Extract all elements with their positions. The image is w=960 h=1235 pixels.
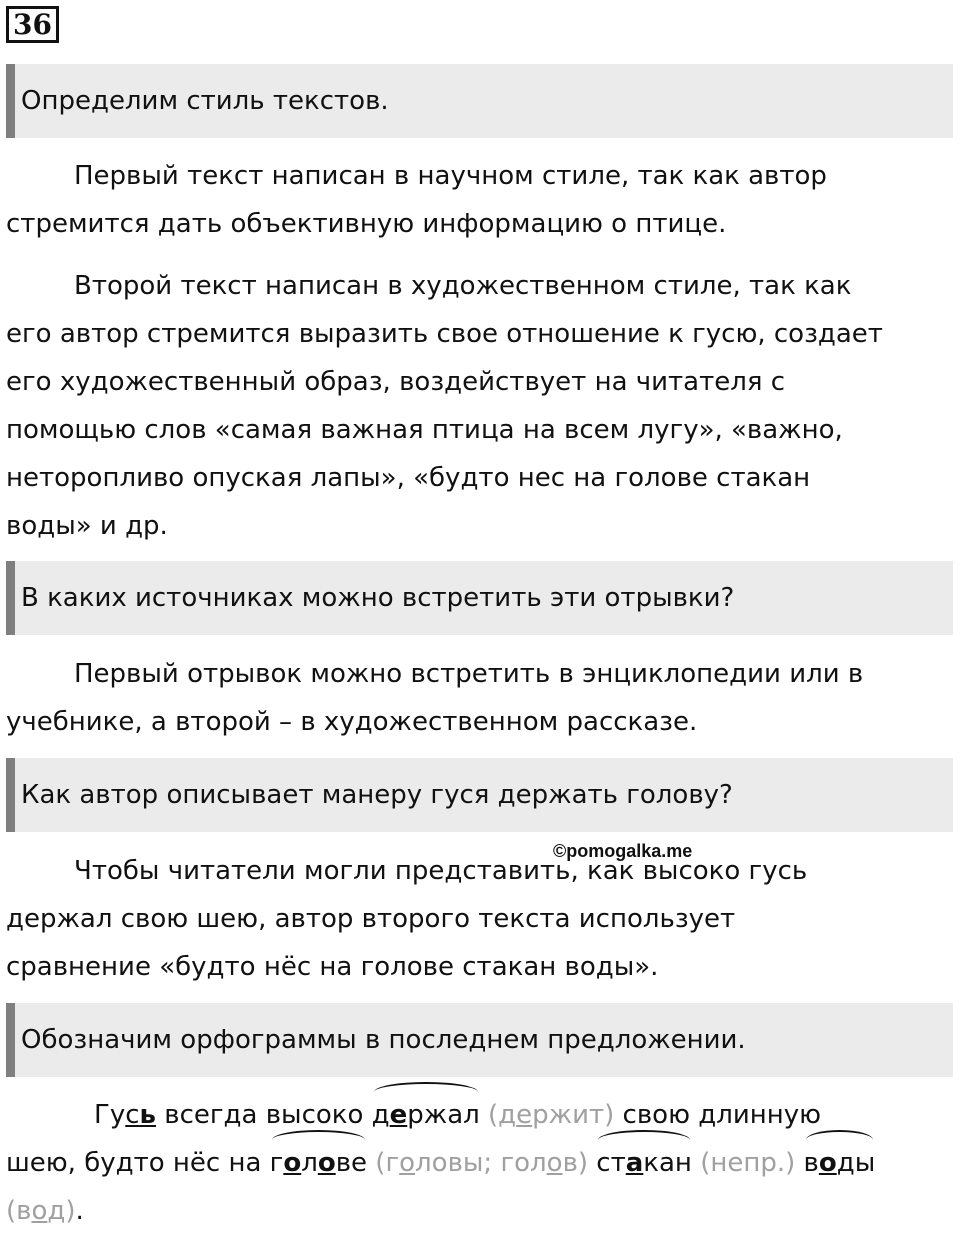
line: стремится дать объективную информацию о птице. (6, 209, 727, 239)
watermark: ©pomogalka.me (553, 841, 693, 861)
paragraph-first-text (6, 152, 950, 248)
word-gus: Гусь (94, 1100, 156, 1130)
paragraph-sources-answer (6, 650, 950, 746)
line: учебнике, а второй – в художественном рассказе. (6, 707, 698, 737)
paragraph-manner-answer (6, 847, 950, 991)
line: держал свою шею, автор второго текста использует (6, 904, 736, 934)
line: шею, будто нёс на голове (головы; голов) стакан (непр.) воды (6, 1139, 950, 1187)
word-vody: воды (804, 1139, 876, 1187)
orthogram-sentence (6, 1091, 950, 1235)
check-words-golovy: (головы; голов) (367, 1148, 589, 1178)
line: неторопливо опуская лапы», «будто нес на голове стакан (6, 463, 811, 493)
line: воды» и др. (6, 511, 168, 541)
section-heading-sources: В каких источниках можно встретить эти отрывки? (6, 561, 953, 635)
word-derzhal: держал (372, 1091, 480, 1139)
line: (вод). (6, 1196, 84, 1226)
check-word-vod: (вод) (6, 1196, 76, 1226)
line: помощью слов «самая важная птица на всем лугу», «важно, (6, 415, 843, 445)
section-heading-manner: Как автор описывает манеру гуся держать голову? (6, 758, 953, 832)
line: его автор стремится выразить свое отношение к гусю, создает (6, 319, 883, 349)
line: его художественный образ, воздействует на читателя с (6, 367, 786, 397)
check-word-derzhit: (держит) (479, 1100, 615, 1130)
line: сравнение «будто нёс на голове стакан воды». (6, 952, 659, 982)
note-nepr: (непр.) (691, 1148, 796, 1178)
section-heading-style: Определим стиль текстов. (6, 64, 953, 138)
line: Первый отрывок можно встретить в энциклопедии или в (74, 659, 864, 689)
line: Чтобы читатели могли представить, как высоко гусь (74, 856, 808, 886)
line: Гусь всегда высоко держал (держит) свою длинную (6, 1091, 950, 1139)
section-heading-orthograms: Обозначим орфограммы в последнем предложении. (6, 1003, 953, 1077)
paragraph-second-text (6, 262, 950, 550)
task-number: 36 (6, 6, 59, 43)
word-golove: голове (270, 1139, 367, 1187)
word-stakan: стакан (596, 1139, 692, 1187)
line: Первый текст написан в научном стиле, так как автор (74, 161, 827, 191)
line: Второй текст написан в художественном стиле, так как (74, 271, 852, 301)
